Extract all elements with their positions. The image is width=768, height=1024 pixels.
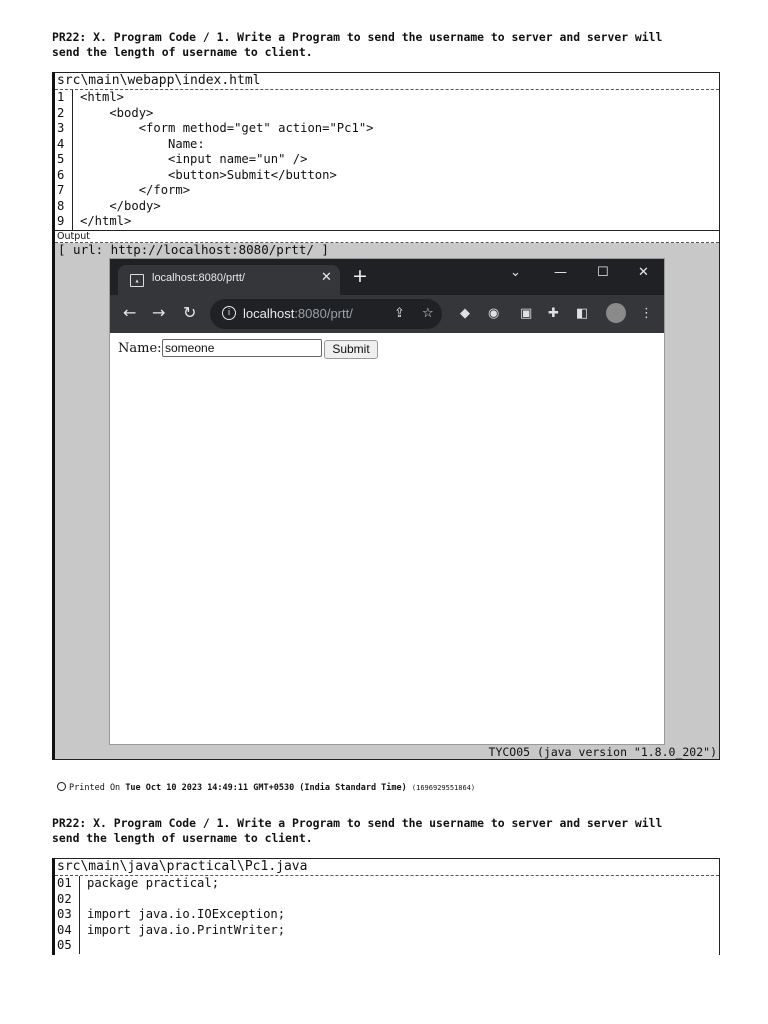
code-file-path: src\main\webapp\index.html [55, 73, 719, 90]
close-window-icon[interactable]: ✕ [638, 265, 649, 280]
code-text [80, 892, 87, 908]
line-number: 2 [55, 106, 73, 122]
line-number: 02 [55, 892, 80, 908]
line-number: 05 [55, 938, 80, 954]
tab-title: localhost:8080/prtt/ [152, 272, 245, 284]
line-number: 01 [55, 876, 80, 892]
line-number: 8 [55, 199, 73, 215]
browser-window [110, 259, 664, 744]
code-line [55, 214, 719, 230]
code-line [55, 121, 719, 137]
address-bar[interactable] [210, 299, 442, 329]
code-text: import java.io.IOException; [87, 907, 286, 921]
code-listing-pc1-java [52, 858, 720, 955]
extension-2-icon[interactable]: ◉ [488, 306, 500, 321]
line-number: 6 [55, 168, 73, 184]
close-tab-icon[interactable]: ✕ [321, 270, 332, 285]
code-listing-index-html [52, 72, 720, 231]
code-line [55, 106, 719, 122]
browser-page [110, 333, 664, 743]
browser-tab-bar [110, 259, 664, 295]
code-text: <button>Submit</button> [80, 167, 337, 182]
back-icon[interactable]: ← [123, 303, 137, 322]
extension-1-icon[interactable]: ◆ [460, 306, 470, 321]
forward-icon[interactable]: → [152, 303, 166, 322]
code-line [55, 152, 719, 168]
submit-button[interactable]: Submit [324, 340, 378, 359]
name-label: Name: [118, 341, 162, 356]
printed-on-line: Printed On Tue Oct 10 2023 14:49:11 GMT+0530 (India Standard Time) (1696929551864) [57, 782, 475, 794]
code-line [55, 892, 719, 908]
java-version: TYCO05 (java version "1.8.0_202") [488, 745, 717, 759]
code-line [55, 90, 719, 106]
address-text[interactable]: localhost:8080/prtt/ [243, 306, 353, 321]
browser-tab[interactable] [118, 265, 340, 295]
code-text: Name: [80, 136, 205, 151]
line-number: 9 [55, 214, 73, 230]
site-info-icon[interactable]: i [222, 306, 236, 320]
new-tab-icon[interactable]: + [352, 265, 368, 287]
page-icon: ▴ [130, 274, 144, 287]
maximize-icon[interactable]: ☐ [597, 265, 609, 280]
profile-avatar[interactable] [606, 303, 626, 323]
line-number: 5 [55, 152, 73, 168]
code-file-path: src\main\java\practical\Pc1.java [55, 859, 719, 876]
code-line [55, 938, 719, 954]
tab-search-icon[interactable]: ⌄ [510, 265, 521, 280]
line-number: 1 [55, 90, 73, 106]
code-line [55, 137, 719, 153]
code-text: import java.io.PrintWriter; [87, 922, 286, 937]
line-number: 3 [55, 121, 73, 137]
bookmark-star-icon[interactable]: ☆ [422, 306, 434, 321]
code-line [55, 923, 719, 939]
browser-toolbar [110, 295, 664, 333]
practical-heading-2: PR22: X. Program Code / 1. Write a Program to send the username to server and server will send the length of username to client. [52, 816, 663, 845]
code-text: <html> [80, 90, 125, 104]
code-line [55, 168, 719, 184]
extensions-puzzle-icon[interactable]: ✚ [548, 306, 559, 321]
code-line [55, 183, 719, 199]
code-text: <body> [80, 105, 154, 120]
code-text [80, 938, 87, 954]
clock-icon [57, 782, 66, 791]
code-text: package practical; [87, 876, 220, 890]
line-number: 7 [55, 183, 73, 199]
side-panel-icon[interactable]: ◧ [576, 306, 589, 321]
menu-kebab-icon[interactable]: ⋮ [640, 306, 653, 321]
reload-icon[interactable]: ↻ [183, 303, 197, 322]
code-text: </form> [80, 183, 191, 197]
code-text: </body> [80, 198, 161, 213]
output-url: [ url: http://localhost:8080/prtt/ ] [58, 242, 329, 257]
output-panel [52, 230, 720, 760]
share-icon[interactable]: ⇪ [394, 306, 405, 321]
line-number: 03 [55, 907, 80, 923]
minimize-icon[interactable]: — [554, 265, 567, 280]
line-number: 4 [55, 137, 73, 153]
output-label: Output [55, 231, 719, 243]
code-line [55, 907, 719, 923]
code-text: <form method="get" action="Pc1"> [80, 121, 374, 135]
username-input[interactable]: someone [162, 339, 322, 357]
code-line [55, 199, 719, 215]
code-text: <input name="un" /> [80, 152, 308, 166]
code-line [55, 876, 719, 892]
line-number: 04 [55, 923, 80, 939]
code-text: </html> [80, 214, 132, 228]
extension-3-icon[interactable]: ▣ [520, 306, 533, 321]
practical-heading: PR22: X. Program Code / 1. Write a Program to send the username to server and server will send the length of username to client. [52, 30, 663, 59]
